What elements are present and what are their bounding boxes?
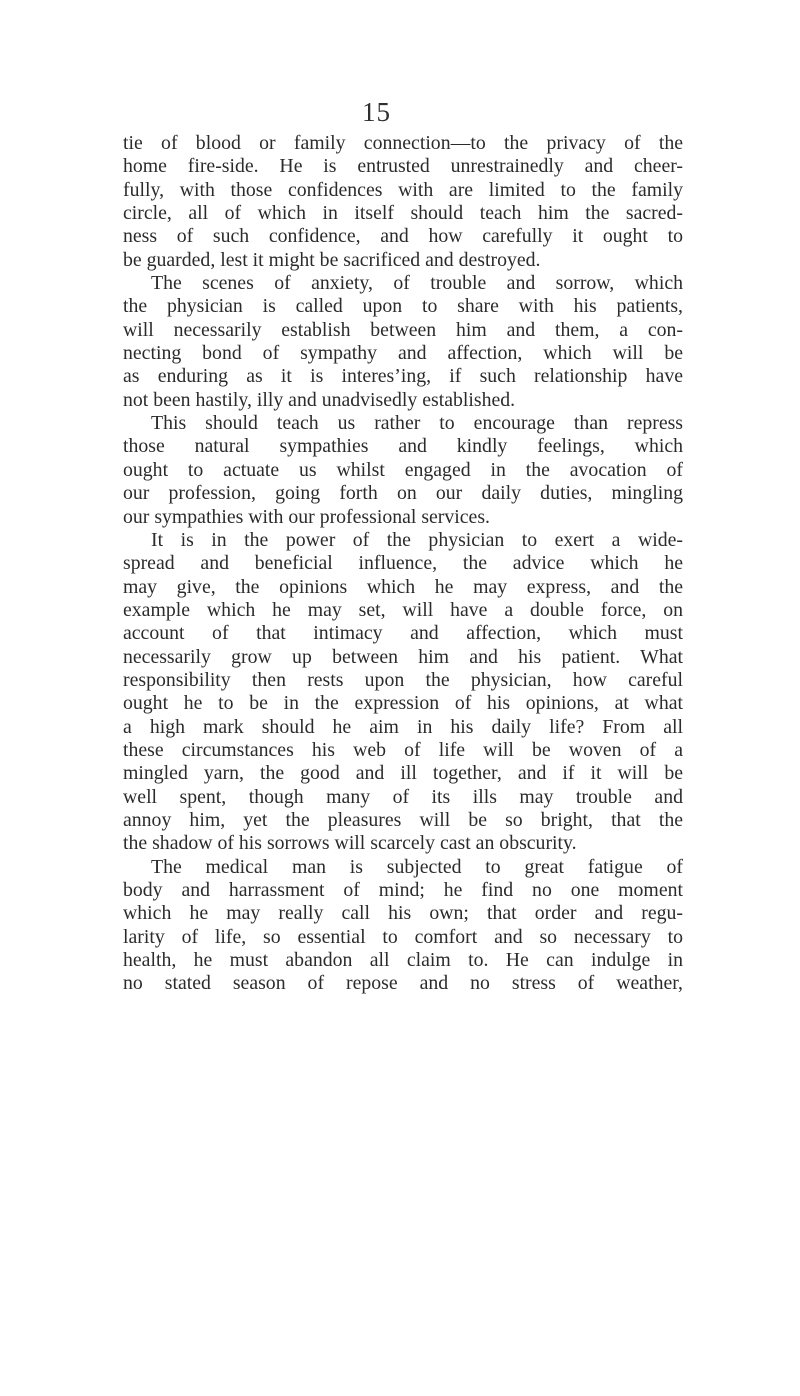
text-line: a high mark should he aim in his daily life? From all: [123, 715, 683, 738]
text-line: which he may really call his own; that order and regu-: [123, 902, 683, 925]
text-line: annoy him, yet the pleasures will be so bright, that the: [123, 808, 683, 831]
text-line: The medical man is subjected to great fatigue of: [151, 855, 683, 878]
text-line: our profession, going forth on our daily duties, mingling: [123, 482, 683, 505]
body-text: [123, 132, 683, 996]
text-line: It is in the power of the physician to exert a wide-: [151, 528, 683, 551]
text-line: larity of life, so essential to comfort and so necessary to: [123, 925, 683, 948]
text-line: be guarded, lest it might be sacrificed and destroyed.: [123, 248, 541, 271]
text-line: these circumstances his web of life will be woven of a: [123, 738, 683, 761]
text-line: mingled yarn, the good and ill together, and if it will be: [123, 762, 683, 785]
text-line: spread and beneficial influence, the advice which he: [123, 552, 683, 575]
text-line: necting bond of sympathy and affection, which will be: [123, 342, 683, 365]
text-line: the shadow of his sorrows will scarcely cast an obscurity.: [123, 832, 577, 855]
text-line: as enduring as it is interes’ing, if such relationship have: [123, 365, 683, 388]
text-line: health, he must abandon all claim to. He can indulge in: [123, 949, 683, 972]
text-line: example which he may set, will have a double force, on: [123, 598, 683, 621]
text-line: our sympathies with our professional services.: [123, 505, 490, 528]
text-line: no stated season of repose and no stress of weather,: [123, 972, 683, 995]
text-line: well spent, though many of its ills may trouble and: [123, 785, 683, 808]
text-line: responsibility then rests upon the physician, how careful: [123, 668, 683, 691]
text-line: ought he to be in the expression of his opinions, at what: [123, 692, 683, 715]
text-line: This should teach us rather to encourage than repress: [151, 412, 683, 435]
text-line: account of that intimacy and affection, which must: [123, 622, 683, 645]
page-number: 15: [362, 97, 391, 127]
text-line: ought to actuate us whilst engaged in the avocation of: [123, 458, 683, 481]
text-line: home fire-side. He is entrusted unrestrainedly and cheer-: [123, 155, 683, 178]
text-line: circle, all of which in itself should teach him the sacred-: [123, 202, 683, 225]
text-line: ness of such confidence, and how carefully it ought to: [123, 225, 683, 248]
text-line: tie of blood or family connection—to the privacy of the: [123, 132, 683, 154]
text-line: body and harrassment of mind; he find no one moment: [123, 879, 683, 901]
text-line: will necessarily establish between him and them, a con-: [123, 318, 683, 341]
text-line: may give, the opinions which he may express, and the: [123, 575, 683, 598]
text-line: those natural sympathies and kindly feelings, which: [123, 435, 683, 458]
text-line: not been hastily, illy and unadvisedly established.: [123, 388, 516, 411]
text-line: the physician is called upon to share with his patients,: [123, 295, 683, 318]
text-line: fully, with those confidences with are limited to the family: [123, 178, 683, 201]
text-line: necessarily grow up between him and his patient. What: [123, 645, 683, 668]
text-line: The scenes of anxiety, of trouble and sorrow, which: [151, 272, 683, 295]
